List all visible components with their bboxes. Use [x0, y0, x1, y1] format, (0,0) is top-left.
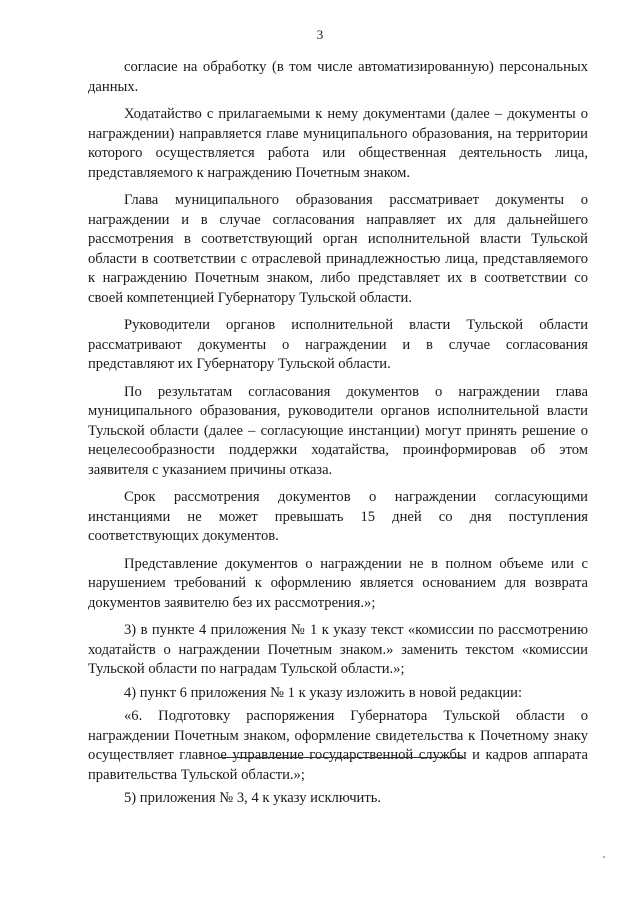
paragraph-item-6-new-edition: «6. Подготовку распоряжения Губернатора Тульской области о награждении Почетным знаком, оформление свидетельства к Почетному знаку осуществляет главное управление государственной службы и кадров аппарата правительства Тульской области.»; [88, 708, 588, 783]
paragraph-item-4: 4) пункт 6 приложения № 1 к указу изложить в новой редакции: [124, 684, 522, 701]
paragraph-item-3: 3) в пункте 4 приложения № 1 к указу текст «комиссии по рассмотрению ходатайств о награждении Почетным знаком.» заменить текстом «комиссии Тульской области по наградам Тульской области.»; [88, 622, 588, 677]
paragraph-consent: согласие на обработку (в том числе автоматизированную) персональных данных. [88, 59, 588, 95]
paragraph-item-5: 5) приложения № 3, 4 к указу исключить. [124, 790, 382, 806]
document-body [88, 58, 588, 817]
scan-speck [603, 856, 605, 858]
paragraph-executive-review: Руководители органов исполнительной власти Тульской области рассматривают документы о награждении и в случае согласования представляют их Губернатору Тульской области. [88, 317, 588, 372]
paragraph-incomplete-documents: Представление документов о награждении не в полном объеме или с нарушением требований к оформлению является основанием для возврата документов заявителю без их рассмотрения.»; [88, 555, 588, 611]
page-number: 3 [316, 27, 324, 42]
paragraph-approval-results: По результатам согласования документов о награждении глава муниципального образования, руководители органов исполнительной власти Тульской области (далее – согласующие инстанции) могут принять решение о нецелесообразности поддержки ходатайства, проинформировав об этом заявителя с указанием причины отказа. [88, 383, 588, 478]
paragraph-head-review: Глава муниципального образования рассматривает документы о награждении и в случае согласования направляет их для дальнейшего рассмотрения в соответствующий орган исполнительной власти Тульской области в соответствии с отраслевой принадлежностью лица, представляемого к награждению Почетным знаком, либо представляет их в соответствии со своей компетенцией Губернатору Тульской области. [88, 192, 588, 306]
paragraph-petition: Ходатайство с прилагаемыми к нему документами (далее – документы о награждении) направляется главе муниципального образования, на территории которого осуществляется работа или общественная деятельность лица, представляемого к награждению Почетным знаком. [88, 106, 588, 181]
closing-divider [218, 757, 464, 758]
paragraph-review-term: Срок рассмотрения документов о награждении согласующими инстанциями не может превышать 15 дней со дня поступления соответствующих документов. [88, 489, 588, 544]
